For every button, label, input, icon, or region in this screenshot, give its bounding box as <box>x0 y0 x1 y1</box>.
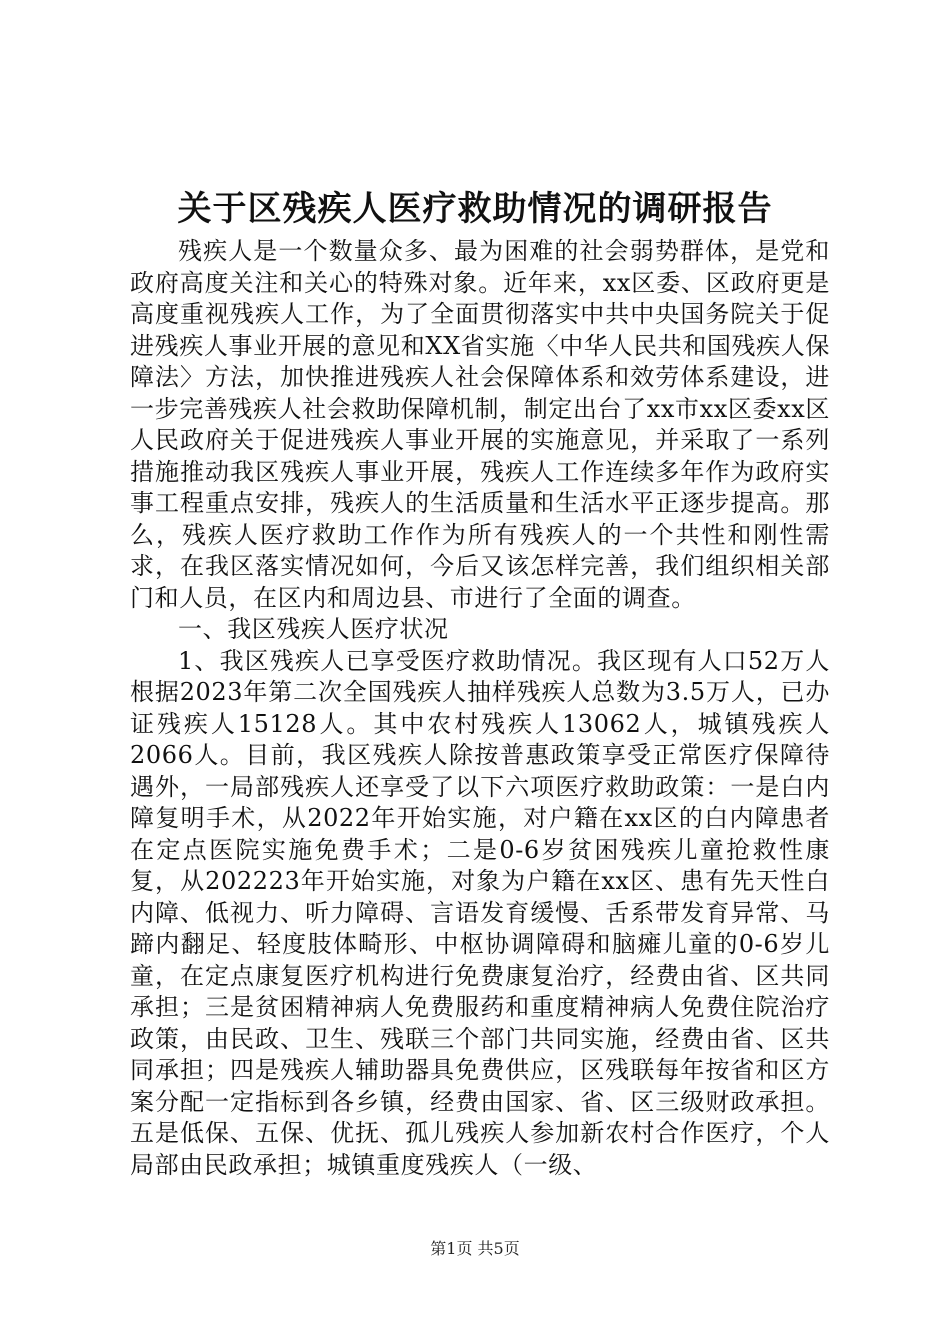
document-title: 关于区残疾人医疗救助情况的调研报告 <box>177 189 773 229</box>
section-paragraph: 1、我区残疾人已享受医疗救助情况。我区现有人口52万人根据2023年第二次全国残疾人抽样残疾人总数为3.5万人，已办证残疾人15128人。其中农村残疾人13062人，城镇残疾人2066人。目前，我区残疾人除按普惠政策享受正常医疗保障待遇外，一局部残疾人还享受了以下六项医疗救助政策：一是白内障复明手术，从2022年开始实施，对户籍在xx区的白内障患者在定点医院实施免费手术；二是0-6岁贫困残疾儿童抢救性康复，从202223年开始实施，对象为户籍在xx区、患有先天性白内障、低视力、听力障碍、言语发育缓慢、舌系带发育异常、马蹄内翻足、轻度肢体畸形、中枢协调障碍和脑瘫儿童的0-6岁儿童，在定点康复医疗机构进行免费康复治疗，经费由省、区共同承担；三是贫困精神病人免费服药和重度精神病人免费住院治疗政策，由民政、卫生、残联三个部门共同实施，经费由省、区共同承担；四是残疾人辅助器具免费供应，区残联每年按省和区方案分配一定指标到各乡镇，经费由国家、省、区三级财政承担。五是低保、五保、优抚、孤儿残疾人参加新农村合作医疗，个人局部由民政承担；城镇重度残疾人（一级、 <box>130 646 830 1179</box>
section-heading: 一、我区残疾人医疗状况 <box>178 615 449 643</box>
document-body <box>130 236 830 1181</box>
page-footer: 第1页 共5页 <box>430 1239 520 1258</box>
intro-paragraph: 残疾人是一个数量众多、最为困难的社会弱势群体，是党和政府高度关注和关心的特殊对象。近年来，xx区委、区政府更是高度重视残疾人工作，为了全面贯彻落实中共中央国务院关于促进残疾人事业开展的意见和XX省实施〈中华人民共和国残疾人保障法〉方法，加快推进残疾人社会保障体系和效劳体系建设，进一步完善残疾人社会救助保障机制，制定出台了xx市xx区委xx区人民政府关于促进残疾人事业开展的实施意见，并采取了一系列措施推动我区残疾人事业开展，残疾人工作连续多年作为政府实事工程重点安排，残疾人的生活质量和生活水平正逐步提高。那么，残疾人医疗救助工作作为所有残疾人的一个共性和刚性需求，在我区落实情况如何，今后又该怎样完善，我们组织相关部门和人员，在区内和周边县、市进行了全面的调查。 <box>130 237 830 612</box>
